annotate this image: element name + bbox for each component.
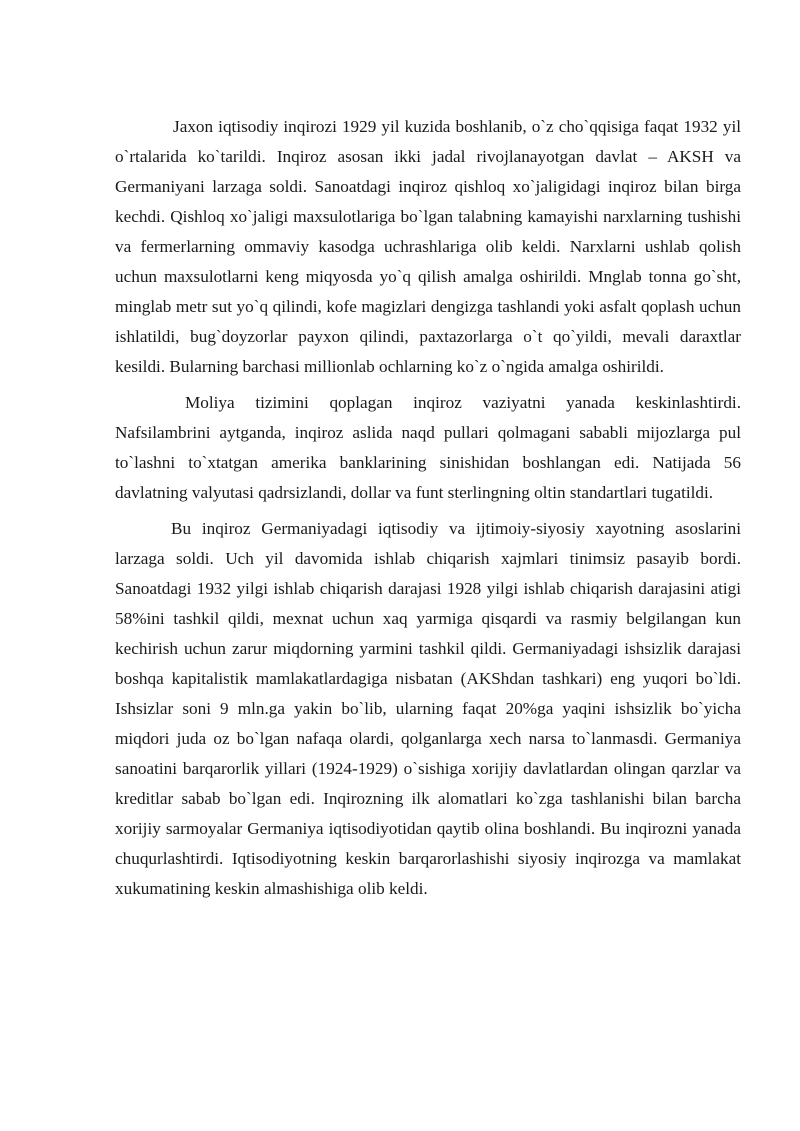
document-body xyxy=(115,112,741,904)
paragraph-1: Jaxon iqtisodiy inqirozi 1929 yil kuzida boshlanib, o`z cho`qqisiga faqat 1932 yil o`rtalarida ko`tarildi. Inqiroz asosan ikki jadal rivojlanayotgan davlat – AKSH va Germaniyani larzaga soldi. Sanoatdagi inqiroz qishloq xo`jaligidagi inqiroz bilan birga kechdi. Qishloq xo`jaligi maxsulotlariga bo`lgan talabning kamayishi narxlarning tushishi va fermerlarning ommaviy kasodga uchrashlariga olib keldi. Narxlarni ushlab qolish uchun maxsulotlarni keng miqyosda yo`q qilish amalga oshirildi. Mnglab tonna go`sht, minglab metr sut yo`q qilindi, kofe magizlari dengizga tashlandi yoki asfalt qoplash uchun ishlatildi, bug`doyzorlar payxon qilindi, paxtazorlarga o`t qo`yildi, mevali daraxtlar kesildi. Bularning barchasi millionlab ochlarning ko`z o`ngida amalga oshirildi. xyxy=(115,117,741,376)
paragraph-2: Moliya tizimini qoplagan inqiroz vaziyatni yanada keskinlashtirdi. Nafsilambrini aytganda, inqiroz aslida naqd pullari qolmagani sababli mijozlarga pul to`lashni to`xtatgan amerika banklarining sinishidan boshlangan edi. Natijada 56 davlatning valyutasi qadrsizlandi, dollar va funt sterlingning oltin standartlari tugatildi. xyxy=(115,393,741,502)
paragraph-3: Bu inqiroz Germaniyadagi iqtisodiy va ijtimoiy-siyosiy xayotning asoslarini larzaga soldi. Uch yil davomida ishlab chiqarish xajmlari tinimsiz pasayib bordi. Sanoatdagi 1932 yilgi ishlab chiqarish darajasi 1928 yilgi ishlab chiqarish darajasini atigi 58%ini tashkil qildi, mexnat uchun xaq yarmiga qisqardi va rasmiy belgilangan kun kechirish uchun zarur miqdorning yarmini tashkil qildi. Germaniyadagi ishsizlik darajasi boshqa kapitalistik mamlakatlardagiga nisbatan (AKShdan tashkari) eng yuqori bo`ldi. Ishsizlar soni 9 mln.ga yakin bo`lib, ularning faqat 20%ga yaqini ishsizlik bo`yicha miqdori juda oz bo`lgan nafaqa olardi, qolganlarga xech narsa to`lanmasdi. Germaniya sanoatini barqarorlik yillari (1924-1929) o`sishiga xorijiy davlatlardan olingan qarzlar va kreditlar sabab bo`lgan edi. Inqirozning ilk alomatlari ko`zga tashlanishi bilan barcha xorijiy sarmoyalar Germaniya iqtisodiyotidan qaytib olina boshlandi. Bu inqirozni yanada chuqurlashtirdi. Iqtisodiyotning keskin barqarorlashishi siyosiy inqirozga va mamlakat xukumatining keskin almashishiga olib keldi. xyxy=(115,519,741,898)
